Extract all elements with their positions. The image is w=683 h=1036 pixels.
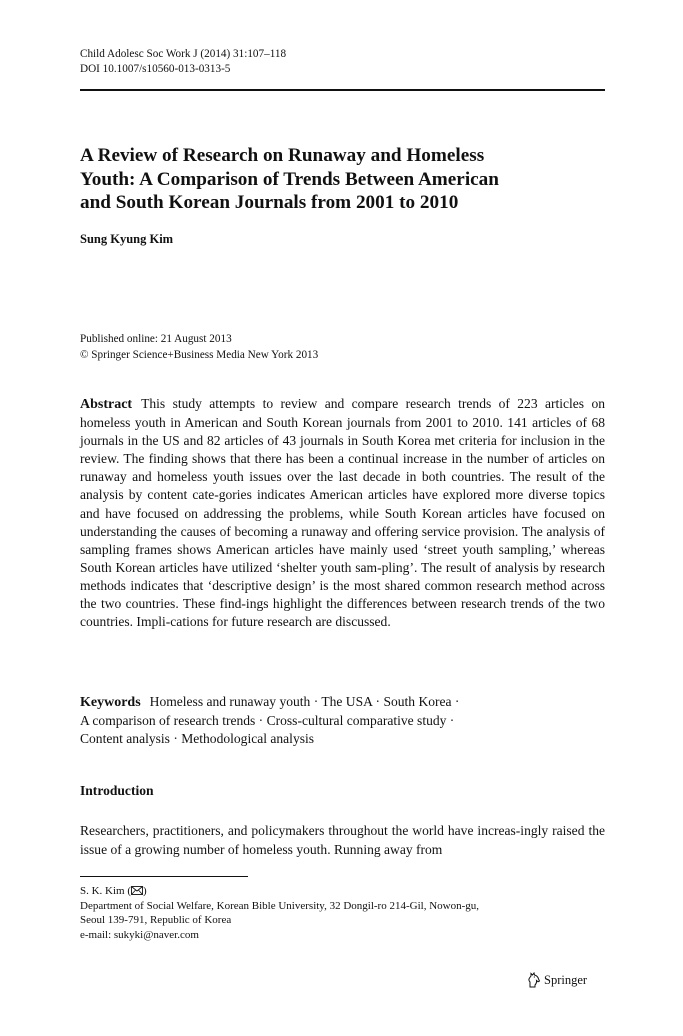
footnote-affiliation-2: Seoul 139-791, Republic of Korea (80, 914, 232, 926)
keywords-label: Keywords (80, 695, 141, 710)
keywords-line-2: A comparison of research trends · Cross-cultural comparative study · (80, 713, 455, 729)
envelope-icon (131, 886, 143, 895)
introduction-heading: Introduction (80, 783, 154, 798)
keywords (80, 693, 459, 749)
publisher-logo (527, 972, 587, 988)
footnote-affiliation-1: Department of Social Welfare, Korean Bible University, 32 Dongil-ro 214-Gil, Nowon-gu, (80, 899, 479, 912)
footnote-email: e-mail: sukyki@naver.com (80, 928, 199, 941)
footnote (80, 884, 605, 942)
springer-horse-icon (527, 972, 541, 988)
journal-citation: Child Adolesc Soc Work J (2014) 31:107–118 (80, 48, 287, 60)
abstract-label: Abstract (80, 397, 133, 412)
footnote-rule (80, 876, 248, 877)
doi: DOI 10.1007/s10560-013-0313-5 (80, 63, 231, 75)
footnote-author-close: ) (143, 885, 147, 897)
footnote-author: S. K. Kim ( (80, 885, 132, 897)
footnote-author-line (80, 884, 605, 899)
abstract (80, 395, 605, 631)
keywords-line-1 (80, 693, 459, 712)
author-name: Sung Kyung Kim (80, 232, 174, 246)
introduction-text: Researchers, practitioners, and policymakers throughout the world have increas-ingly raised the issue of a growing number of homeless youth. Running away from (80, 823, 605, 857)
abstract-text: This study attempts to review and compare research trends of 223 articles on homeless youth in American and South Korean journals from 2001 to 2010. 141 articles of 68 journals in the US and 82 articles of 43 journals in South Korea met criteria for inclusion in the review. The finding shows that there has been a continual increase in the number of articles on runaway and homeless youth issues over the last decade in both countries. The result of the analysis by content cate-gories indicates American articles have explored more diverse topics and have focused on addressing the problems, while South Korean articles have focused on understanding the causes of becoming a runaway and offering service provision. The analysis of sampling frames shows American articles have mainly used ‘street youth sampling,’ whereas South Korean articles have utilized ‘shelter youth sam-pling’. The result of analysis by research methods indicates that ‘descriptive design’ is the most shared common research method across the two countries. These find-ings highlight the differences between research trends of the two countries. Impli-cations for future research are discussed. (80, 396, 605, 630)
keywords-line-3: Content analysis · Methodological analysis (80, 731, 315, 747)
copyright: © Springer Science+Business Media New York 2013 (80, 348, 319, 361)
published-date: Published online: 21 August 2013 (80, 333, 232, 345)
keywords-text-1: Homeless and runaway youth · The USA · South Korea · (149, 694, 460, 709)
publisher-name: Springer (544, 972, 588, 987)
journal-header (80, 47, 286, 77)
publication-info (80, 332, 318, 363)
header-rule (80, 89, 605, 91)
article-title: A Review of Research on Runaway and Homeless Youth: A Comparison of Trends Between American and South Korean Journals from 2001 to 2010 (80, 145, 499, 213)
